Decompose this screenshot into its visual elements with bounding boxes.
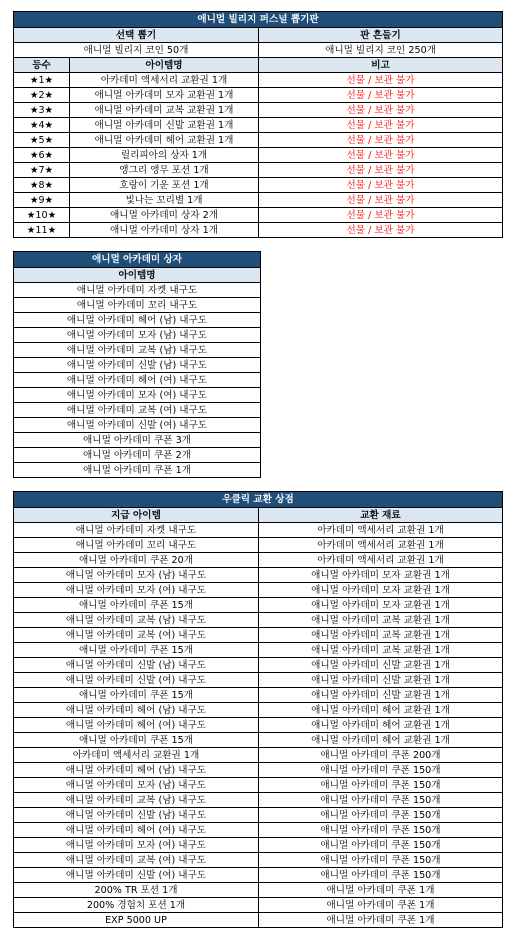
exchange-material-cell: 애니멀 아카데미 쿠폰 150개 (259, 793, 503, 808)
note-cell: 선물 / 보관 불가 (259, 148, 503, 163)
rank-column-header: 등수 (14, 58, 70, 73)
note-cell: 선물 / 보관 불가 (259, 178, 503, 193)
item-name-cell: 애니멀 아카데미 상자 2개 (70, 208, 259, 223)
table-row (14, 283, 261, 298)
exchange-shop-title: 우클릭 교환 상점 (14, 492, 503, 508)
reward-item-cell: 애니멀 아카데미 쿠폰 15개 (14, 733, 259, 748)
table-row (14, 853, 503, 868)
reward-item-cell: 애니멀 아카데미 신발 (여) 내구도 (14, 673, 259, 688)
exchange-material-cell: 아카데미 액세서리 교환권 1개 (259, 523, 503, 538)
table-row (14, 88, 503, 103)
table-row (14, 193, 503, 208)
table-row (14, 313, 261, 328)
table-row (14, 703, 503, 718)
reward-item-cell: 200% TR 포션 1개 (14, 883, 259, 898)
table-row (14, 358, 261, 373)
table-row (14, 688, 503, 703)
exchange-material-cell: 애니멀 아카데미 신발 교환권 1개 (259, 658, 503, 673)
table-row (14, 523, 503, 538)
table-row (14, 913, 503, 928)
exchange-material-cell: 애니멀 아카데미 쿠폰 150개 (259, 868, 503, 883)
box-item-cell: 애니멀 아카데미 쿠폰 1개 (14, 463, 261, 478)
note-cell: 선물 / 보관 불가 (259, 88, 503, 103)
note-cell: 선물 / 보관 불가 (259, 133, 503, 148)
table-row (14, 598, 503, 613)
item-name-cell: 애니멀 아카데미 신발 교환권 1개 (70, 118, 259, 133)
reward-item-cell: 아카데미 액세서리 교환권 1개 (14, 748, 259, 763)
rank-cell: ★5★ (14, 133, 70, 148)
reward-item-cell: 애니멀 아카데미 헤어 (여) 내구도 (14, 718, 259, 733)
table-row (14, 448, 261, 463)
reward-item-cell: 애니멀 아카데미 쿠폰 15개 (14, 688, 259, 703)
box-item-cell: 애니멀 아카데미 모자 (남) 내구도 (14, 328, 261, 343)
box-item-cell: 애니멀 아카데미 꼬리 내구도 (14, 298, 261, 313)
item-name-cell: 앵그리 앵무 포션 1개 (70, 163, 259, 178)
reward-item-cell: 애니멀 아카데미 쿠폰 20개 (14, 553, 259, 568)
table-row (14, 718, 503, 733)
rank-cell: ★11★ (14, 223, 70, 238)
table-row (14, 823, 503, 838)
box-item-cell: 애니멀 아카데미 모자 (여) 내구도 (14, 388, 261, 403)
reward-item-cell: 애니멀 아카데미 모자 (남) 내구도 (14, 568, 259, 583)
table-row (14, 343, 261, 358)
table-row (14, 538, 503, 553)
item-name-cell: 호랑이 기운 포션 1개 (70, 178, 259, 193)
reward-item-cell: 애니멀 아카데미 헤어 (여) 내구도 (14, 823, 259, 838)
table-row (14, 643, 503, 658)
table-row (14, 838, 503, 853)
box-item-cell: 애니멀 아카데미 신발 (여) 내구도 (14, 418, 261, 433)
reward-item-cell: 애니멀 아카데미 모자 (남) 내구도 (14, 778, 259, 793)
box-item-cell: 애니멀 아카데미 헤어 (남) 내구도 (14, 313, 261, 328)
exchange-shop-table (13, 491, 503, 928)
exchange-material-cell: 애니멀 아카데미 쿠폰 1개 (259, 898, 503, 913)
table-row (14, 883, 503, 898)
table-row (14, 628, 503, 643)
reward-item-cell: EXP 5000 UP (14, 913, 259, 928)
table-row (14, 763, 503, 778)
table-row (14, 583, 503, 598)
reward-item-cell: 애니멀 아카데미 자켓 내구도 (14, 523, 259, 538)
table-row (14, 898, 503, 913)
table-row (14, 673, 503, 688)
box-item-cell: 애니멀 아카데미 교복 (남) 내구도 (14, 343, 261, 358)
box-item-header: 아이템명 (14, 268, 261, 283)
table-row (14, 403, 261, 418)
reward-item-header: 지급 아이템 (14, 508, 259, 523)
box-item-cell: 애니멀 아카데미 헤어 (여) 내구도 (14, 373, 261, 388)
reward-item-cell: 애니멀 아카데미 꼬리 내구도 (14, 538, 259, 553)
academy-box-title: 애니멀 아카데미 상자 (14, 252, 261, 268)
table-row (14, 73, 503, 88)
reward-item-cell: 애니멀 아카데미 교복 (여) 내구도 (14, 628, 259, 643)
exchange-material-cell: 애니멀 아카데미 쿠폰 150개 (259, 853, 503, 868)
reward-item-cell: 애니멀 아카데미 쿠폰 15개 (14, 598, 259, 613)
exchange-material-cell: 애니멀 아카데미 쿠폰 200개 (259, 748, 503, 763)
box-item-cell: 애니멀 아카데미 신발 (남) 내구도 (14, 358, 261, 373)
note-cell: 선물 / 보관 불가 (259, 163, 503, 178)
rank-cell: ★1★ (14, 73, 70, 88)
table-row (14, 733, 503, 748)
table-row (14, 148, 503, 163)
table-row (14, 373, 261, 388)
exchange-material-cell: 애니멀 아카데미 쿠폰 1개 (259, 883, 503, 898)
table-row (14, 223, 503, 238)
exchange-material-cell: 아카데미 액세서리 교환권 1개 (259, 538, 503, 553)
table-row (14, 463, 261, 478)
exchange-material-cell: 애니멀 아카데미 쿠폰 150개 (259, 763, 503, 778)
rank-cell: ★6★ (14, 148, 70, 163)
table-row (14, 388, 261, 403)
note-cell: 선물 / 보관 불가 (259, 118, 503, 133)
box-item-cell: 애니멀 아카데미 자켓 내구도 (14, 283, 261, 298)
select-draw-header: 선택 뽑기 (14, 28, 259, 43)
reward-item-cell: 애니멀 아카데미 모자 (여) 내구도 (14, 838, 259, 853)
exchange-material-cell: 애니멀 아카데미 교복 교환권 1개 (259, 613, 503, 628)
rank-cell: ★8★ (14, 178, 70, 193)
draw-board-table (13, 11, 503, 238)
reward-item-cell: 애니멀 아카데미 교복 (남) 내구도 (14, 613, 259, 628)
exchange-material-cell: 애니멀 아카데미 쿠폰 150개 (259, 823, 503, 838)
table-row (14, 658, 503, 673)
shake-board-cost: 애니멀 빌리지 코인 250개 (259, 43, 503, 58)
exchange-material-cell: 애니멀 아카데미 헤어 교환권 1개 (259, 718, 503, 733)
table-row (14, 418, 261, 433)
table-row (14, 748, 503, 763)
table-row (14, 298, 261, 313)
reward-item-cell: 애니멀 아카데미 모자 (여) 내구도 (14, 583, 259, 598)
item-name-cell: 릴리피아의 상자 1개 (70, 148, 259, 163)
box-item-cell: 애니멀 아카데미 쿠폰 2개 (14, 448, 261, 463)
academy-box-table (13, 251, 261, 478)
table-row (14, 778, 503, 793)
shake-board-header: 판 흔들기 (259, 28, 503, 43)
rank-cell: ★4★ (14, 118, 70, 133)
table-row (14, 568, 503, 583)
table-row (14, 868, 503, 883)
rank-cell: ★7★ (14, 163, 70, 178)
table-row (14, 328, 261, 343)
box-item-cell: 애니멀 아카데미 교복 (여) 내구도 (14, 403, 261, 418)
exchange-material-cell: 애니멀 아카데미 모자 교환권 1개 (259, 568, 503, 583)
item-name-cell: 애니멀 아카데미 모자 교환권 1개 (70, 88, 259, 103)
item-name-cell: 빛나는 꼬리별 1개 (70, 193, 259, 208)
exchange-material-cell: 애니멀 아카데미 쿠폰 150개 (259, 778, 503, 793)
reward-item-cell: 애니멀 아카데미 헤어 (남) 내구도 (14, 703, 259, 718)
table-row (14, 118, 503, 133)
table-row (14, 793, 503, 808)
rank-cell: ★3★ (14, 103, 70, 118)
exchange-material-cell: 애니멀 아카데미 신발 교환권 1개 (259, 673, 503, 688)
reward-item-cell: 애니멀 아카데미 교복 (남) 내구도 (14, 793, 259, 808)
item-name-cell: 애니멀 아카데미 상자 1개 (70, 223, 259, 238)
table-row (14, 178, 503, 193)
exchange-material-cell: 애니멀 아카데미 쿠폰 1개 (259, 913, 503, 928)
table-row (14, 433, 261, 448)
reward-item-cell: 애니멀 아카데미 신발 (여) 내구도 (14, 868, 259, 883)
item-name-cell: 애니멀 아카데미 헤어 교환권 1개 (70, 133, 259, 148)
exchange-material-cell: 애니멀 아카데미 신발 교환권 1개 (259, 688, 503, 703)
box-item-cell: 애니멀 아카데미 쿠폰 3개 (14, 433, 261, 448)
exchange-material-header: 교환 재료 (259, 508, 503, 523)
item-name-cell: 아카데미 액세서리 교환권 1개 (70, 73, 259, 88)
exchange-material-cell: 애니멀 아카데미 모자 교환권 1개 (259, 583, 503, 598)
reward-item-cell: 200% 경험치 포션 1개 (14, 898, 259, 913)
exchange-material-cell: 애니멀 아카데미 헤어 교환권 1개 (259, 703, 503, 718)
reward-item-cell: 애니멀 아카데미 신발 (남) 내구도 (14, 808, 259, 823)
note-cell: 선물 / 보관 불가 (259, 223, 503, 238)
exchange-material-cell: 애니멀 아카데미 쿠폰 150개 (259, 808, 503, 823)
table-row (14, 208, 503, 223)
table-row (14, 808, 503, 823)
select-draw-cost: 애니멀 빌리지 코인 50개 (14, 43, 259, 58)
table-row (14, 553, 503, 568)
exchange-material-cell: 애니멀 아카데미 교복 교환권 1개 (259, 643, 503, 658)
table-row (14, 613, 503, 628)
item-column-header: 아이템명 (70, 58, 259, 73)
table-row (14, 103, 503, 118)
exchange-material-cell: 아카데미 액세서리 교환권 1개 (259, 553, 503, 568)
note-cell: 선물 / 보관 불가 (259, 73, 503, 88)
reward-item-cell: 애니멀 아카데미 신발 (남) 내구도 (14, 658, 259, 673)
rank-cell: ★9★ (14, 193, 70, 208)
reward-item-cell: 애니멀 아카데미 쿠폰 15개 (14, 643, 259, 658)
reward-item-cell: 애니멀 아카데미 헤어 (남) 내구도 (14, 763, 259, 778)
exchange-material-cell: 애니멀 아카데미 쿠폰 150개 (259, 838, 503, 853)
rank-cell: ★2★ (14, 88, 70, 103)
exchange-material-cell: 애니멀 아카데미 교복 교환권 1개 (259, 628, 503, 643)
reward-item-cell: 애니멀 아카데미 교복 (여) 내구도 (14, 853, 259, 868)
rank-cell: ★10★ (14, 208, 70, 223)
exchange-material-cell: 애니멀 아카데미 모자 교환권 1개 (259, 598, 503, 613)
draw-board-title: 애니멀 빌리지 퍼스널 뽑기판 (14, 12, 503, 28)
exchange-material-cell: 애니멀 아카데미 헤어 교환권 1개 (259, 733, 503, 748)
note-column-header: 비고 (259, 58, 503, 73)
note-cell: 선물 / 보관 불가 (259, 103, 503, 118)
table-row (14, 133, 503, 148)
table-row (14, 163, 503, 178)
note-cell: 선물 / 보관 불가 (259, 208, 503, 223)
item-name-cell: 애니멀 아카데미 교복 교환권 1개 (70, 103, 259, 118)
note-cell: 선물 / 보관 불가 (259, 193, 503, 208)
